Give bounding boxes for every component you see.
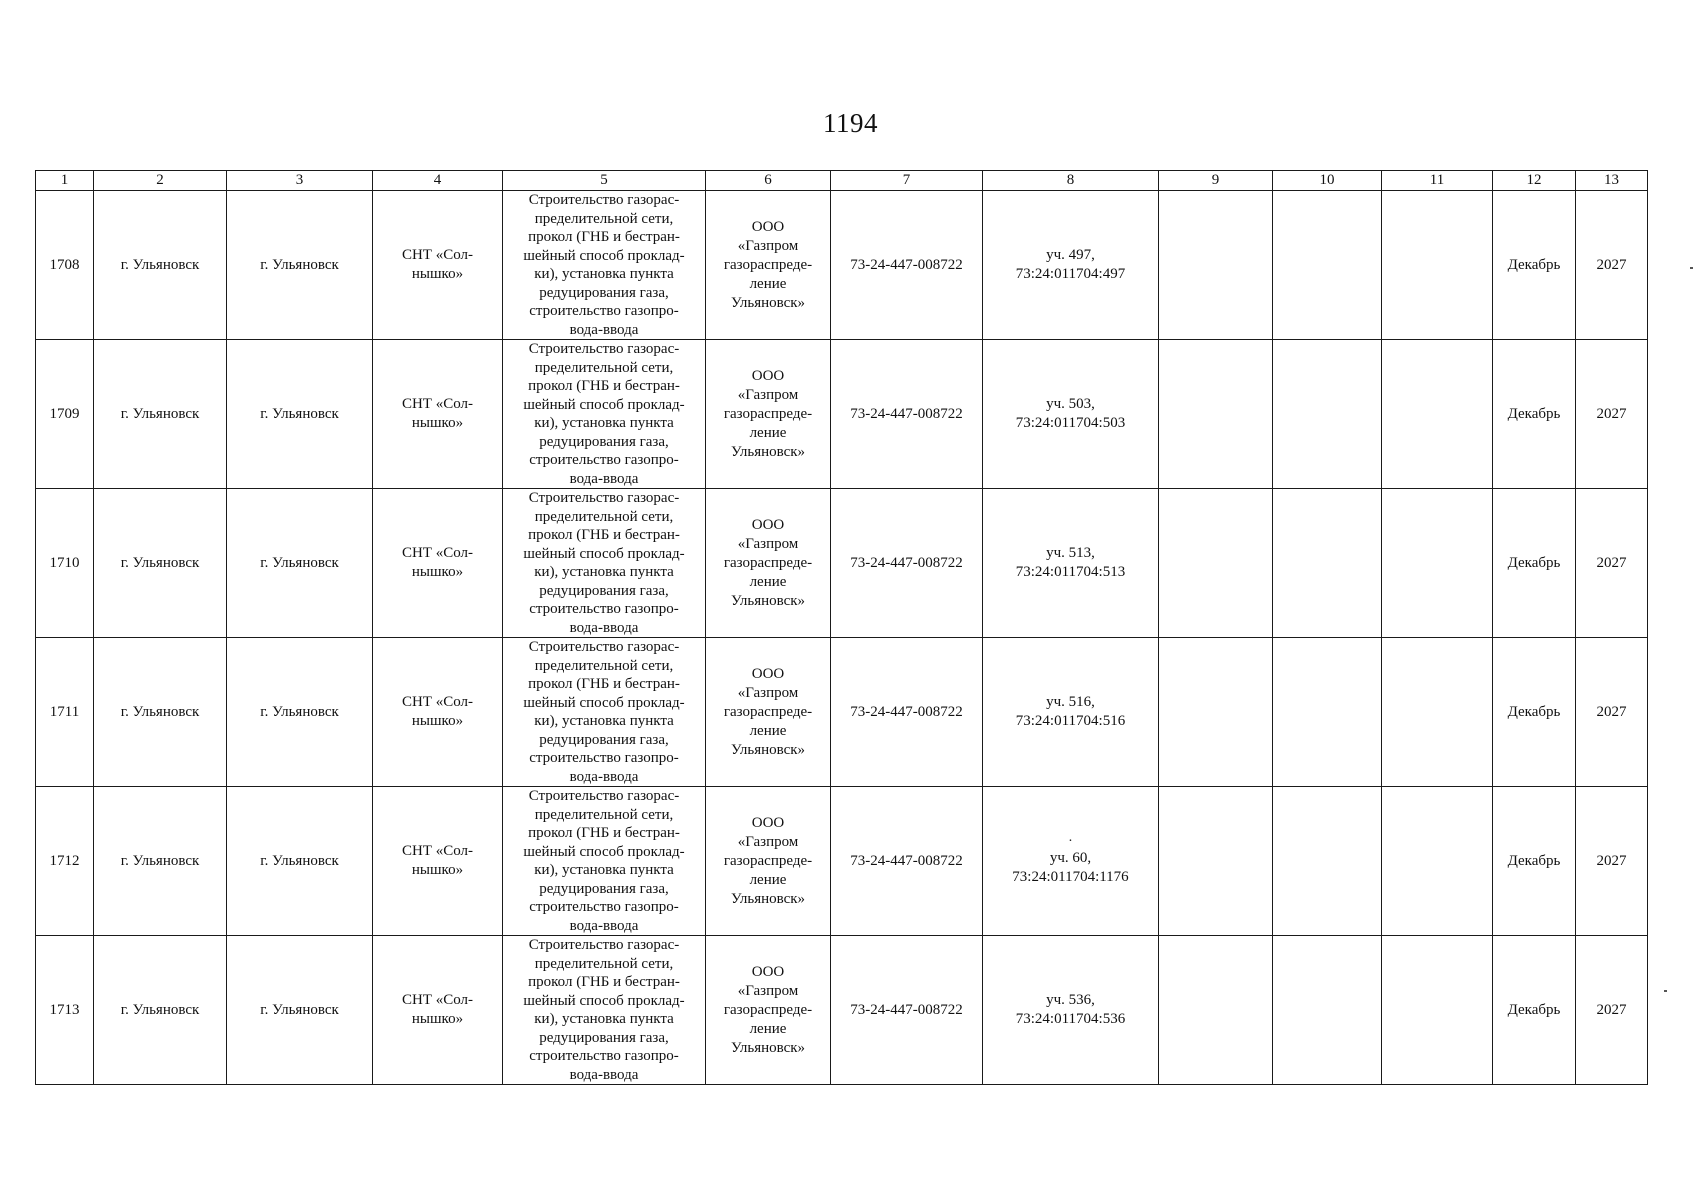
table-row — [36, 191, 1648, 340]
cell-col-10 — [1273, 191, 1382, 340]
text-line: вода-ввода — [569, 768, 639, 785]
text-line: шейный способ проклад- — [523, 843, 685, 860]
cell-number: 1708 — [36, 191, 94, 340]
text-line: нышко» — [411, 564, 464, 580]
text-line: ки), установка пункта — [534, 564, 674, 580]
cell-col-9 — [1159, 340, 1273, 489]
text-line: редуцирования газа, — [539, 880, 669, 897]
text-line: ООО — [751, 963, 785, 980]
text-line: уч. 516, — [1046, 694, 1095, 710]
text-line: ление — [749, 1020, 787, 1037]
cell-plot — [983, 489, 1159, 638]
cell-col-11 — [1382, 787, 1493, 936]
cell-col-10 — [1273, 340, 1382, 489]
cell-month: Декабрь — [1493, 936, 1576, 1085]
text-line: «Газпром — [737, 535, 799, 552]
text-line: вода-ввода — [569, 321, 639, 338]
text-line: Строительство газорас- — [528, 639, 680, 655]
text-line: прокол (ГНБ и бестран- — [528, 676, 680, 692]
page-number: 1194 — [823, 108, 878, 138]
text-line: нышко» — [411, 266, 464, 282]
cell-col-11 — [1382, 340, 1493, 489]
table-header — [36, 171, 1648, 191]
cell-snt — [373, 191, 503, 340]
text-line: ООО — [751, 367, 785, 384]
cell-work-description — [503, 489, 706, 638]
text-line: ление — [749, 275, 787, 292]
table-row — [36, 936, 1648, 1085]
header-col-4: 4 — [373, 171, 503, 191]
cell-organization — [706, 191, 831, 340]
table-row — [36, 489, 1648, 638]
cell-col-10 — [1273, 787, 1382, 936]
text-line: 73:24:011704:503 — [1015, 415, 1126, 431]
cell-col-9 — [1159, 787, 1273, 936]
cell-year: 2027 — [1576, 489, 1648, 638]
text-line: «Газпром — [737, 386, 799, 403]
text-line: ление — [749, 573, 787, 590]
cell-city: г. Ульяновск — [227, 638, 373, 787]
cell-organization — [706, 638, 831, 787]
text-line: уч. 536, — [1046, 992, 1095, 1008]
text-line: прокол (ГНБ и бестран- — [528, 378, 680, 394]
text-line: пределительной сети, — [534, 508, 674, 525]
text-line: газораспреде- — [723, 554, 813, 571]
text-line: редуцирования газа, — [539, 284, 669, 301]
cell-number: 1712 — [36, 787, 94, 936]
cell-number: 1711 — [36, 638, 94, 787]
text-line: 73:24:011704:516 — [1015, 713, 1126, 729]
header-col-8: 8 — [983, 171, 1159, 191]
cell-plot — [983, 638, 1159, 787]
text-line: Строительство газорас- — [528, 937, 680, 953]
cell-city: г. Ульяновск — [94, 340, 227, 489]
header-col-7: 7 — [831, 171, 983, 191]
text-line: нышко» — [411, 713, 464, 729]
text-line: 73:24:011704:536 — [1015, 1011, 1126, 1027]
text-line: «Газпром — [737, 237, 799, 254]
cell-code: 73-24-447-008722 — [831, 340, 983, 489]
scan-speck — [1664, 990, 1667, 992]
cell-organization — [706, 787, 831, 936]
text-line: Строительство газорас- — [528, 192, 680, 208]
cell-number: 1710 — [36, 489, 94, 638]
text-line: прокол (ГНБ и бестран- — [528, 229, 680, 245]
cell-month: Декабрь — [1493, 340, 1576, 489]
text-line: ки), установка пункта — [534, 266, 674, 282]
cell-city: г. Ульяновск — [227, 340, 373, 489]
cell-year: 2027 — [1576, 936, 1648, 1085]
cell-col-10 — [1273, 936, 1382, 1085]
text-line: «Газпром — [737, 833, 799, 850]
cell-col-10 — [1273, 638, 1382, 787]
cell-code: 73-24-447-008722 — [831, 191, 983, 340]
text-line: пределительной сети, — [534, 806, 674, 823]
table-body — [36, 191, 1648, 1085]
text-line: уч. 497, — [1046, 247, 1095, 263]
cell-city: г. Ульяновск — [94, 638, 227, 787]
scan-speck — [1690, 267, 1693, 269]
text-line: строительство газопро- — [529, 1048, 679, 1064]
cell-col-11 — [1382, 638, 1493, 787]
text-line: уч. 513, — [1046, 545, 1095, 561]
text-line: ление — [749, 424, 787, 441]
text-line: шейный способ проклад- — [523, 992, 685, 1009]
text-line: Строительство газорас- — [528, 490, 680, 506]
cell-col-9 — [1159, 936, 1273, 1085]
cell-plot — [983, 191, 1159, 340]
cell-year: 2027 — [1576, 340, 1648, 489]
header-col-2: 2 — [94, 171, 227, 191]
cell-city: г. Ульяновск — [94, 489, 227, 638]
text-line: прокол (ГНБ и бестран- — [528, 825, 680, 841]
text-line: 73:24:011704:513 — [1015, 564, 1126, 580]
cell-snt — [373, 340, 503, 489]
cell-work-description — [503, 936, 706, 1085]
text-line: шейный способ проклад- — [523, 396, 685, 413]
cell-month: Декабрь — [1493, 489, 1576, 638]
cell-year: 2027 — [1576, 787, 1648, 936]
cell-code: 73-24-447-008722 — [831, 936, 983, 1085]
cell-plot — [983, 936, 1159, 1085]
text-line: пределительной сети, — [534, 359, 674, 376]
text-line: редуцирования газа, — [539, 433, 669, 450]
cell-city: г. Ульяновск — [94, 191, 227, 340]
text-line: ООО — [751, 665, 785, 682]
cell-col-11 — [1382, 936, 1493, 1085]
text-line: ки), установка пункта — [534, 1011, 674, 1027]
header-col-3: 3 — [227, 171, 373, 191]
text-line: нышко» — [411, 862, 464, 878]
header-col-6: 6 — [706, 171, 831, 191]
header-col-12: 12 — [1493, 171, 1576, 191]
cell-city: г. Ульяновск — [227, 787, 373, 936]
cell-year: 2027 — [1576, 191, 1648, 340]
text-line: СНТ «Сол- — [401, 843, 474, 859]
text-line: СНТ «Сол- — [401, 992, 474, 1008]
cell-code: 73-24-447-008722 — [831, 638, 983, 787]
text-line: СНТ «Сол- — [401, 545, 474, 561]
header-col-9: 9 — [1159, 171, 1273, 191]
cell-city: г. Ульяновск — [227, 489, 373, 638]
text-line: ление — [749, 871, 787, 888]
text-line: «Газпром — [737, 982, 799, 999]
cell-work-description — [503, 340, 706, 489]
text-line: шейный способ проклад- — [523, 247, 685, 264]
cell-organization — [706, 936, 831, 1085]
text-line: газораспреде- — [723, 703, 813, 720]
header-col-11: 11 — [1382, 171, 1493, 191]
text-line: шейный способ проклад- — [523, 545, 685, 562]
text-line: Ульяновск» — [730, 890, 806, 907]
table-row — [36, 787, 1648, 936]
text-line: ООО — [751, 814, 785, 831]
text-line: нышко» — [411, 415, 464, 431]
cell-snt — [373, 787, 503, 936]
text-line: Ульяновск» — [730, 443, 806, 460]
cell-number: 1709 — [36, 340, 94, 489]
text-line: прокол (ГНБ и бестран- — [528, 527, 680, 543]
cell-city: г. Ульяновск — [227, 191, 373, 340]
text-line: 73:24:011704:1176 — [1012, 869, 1129, 885]
cell-col-10 — [1273, 489, 1382, 638]
cell-col-9 — [1159, 489, 1273, 638]
cell-work-description — [503, 638, 706, 787]
cell-col-9 — [1159, 191, 1273, 340]
table-row — [36, 340, 1648, 489]
text-line: Ульяновск» — [730, 592, 806, 609]
text-line: газораспреде- — [723, 852, 813, 869]
cell-plot — [983, 787, 1159, 936]
cell-col-11 — [1382, 489, 1493, 638]
text-line: СНТ «Сол- — [401, 247, 474, 263]
text-line: СНТ «Сол- — [401, 396, 474, 412]
header-col-10: 10 — [1273, 171, 1382, 191]
table-row — [36, 638, 1648, 787]
cell-city: г. Ульяновск — [94, 787, 227, 936]
text-line: 73:24:011704:497 — [1015, 266, 1126, 282]
text-line: Ульяновск» — [730, 741, 806, 758]
header-col-1: 1 — [36, 171, 94, 191]
cell-col-9 — [1159, 638, 1273, 787]
text-line: Ульяновск» — [730, 294, 806, 311]
cell-work-description — [503, 191, 706, 340]
text-line: уч. 503, — [1046, 396, 1095, 412]
text-line: строительство газопро- — [529, 899, 679, 915]
text-line: редуцирования газа, — [539, 1029, 669, 1046]
text-line: ки), установка пункта — [534, 713, 674, 729]
header-row — [36, 171, 1648, 191]
text-line: редуцирования газа, — [539, 731, 669, 748]
cell-col-11 — [1382, 191, 1493, 340]
text-line: СНТ «Сол- — [401, 694, 474, 710]
text-line: вода-ввода — [569, 470, 639, 487]
text-line: строительство газопро- — [529, 303, 679, 319]
cell-snt — [373, 936, 503, 1085]
text-line: ООО — [751, 516, 785, 533]
text-line: пределительной сети, — [534, 210, 674, 227]
cell-number: 1713 — [36, 936, 94, 1085]
text-line: вода-ввода — [569, 619, 639, 636]
cell-city: г. Ульяновск — [94, 936, 227, 1085]
cell-organization — [706, 489, 831, 638]
text-line: редуцирования газа, — [539, 582, 669, 599]
text-line: «Газпром — [737, 684, 799, 701]
text-line: Строительство газорас- — [528, 788, 680, 804]
cell-month: Декабрь — [1493, 787, 1576, 936]
cell-month: Декабрь — [1493, 638, 1576, 787]
register-table — [35, 170, 1648, 1085]
text-line: строительство газопро- — [529, 601, 679, 617]
cell-snt — [373, 638, 503, 787]
text-line: газораспреде- — [723, 256, 813, 273]
text-line: Ульяновск» — [730, 1039, 806, 1056]
text-line: газораспреде- — [723, 405, 813, 422]
text-line: ООО — [751, 218, 785, 235]
text-line: вода-ввода — [569, 917, 639, 934]
text-line: прокол (ГНБ и бестран- — [528, 974, 680, 990]
text-line: нышко» — [411, 1011, 464, 1027]
text-line: пределительной сети, — [534, 955, 674, 972]
text-line: вода-ввода — [569, 1066, 639, 1083]
scan-speck: · — [1068, 834, 1073, 849]
header-col-5: 5 — [503, 171, 706, 191]
cell-year: 2027 — [1576, 638, 1648, 787]
text-line: строительство газопро- — [529, 452, 679, 468]
text-line: ки), установка пункта — [534, 415, 674, 431]
cell-code: 73-24-447-008722 — [831, 787, 983, 936]
text-line: строительство газопро- — [529, 750, 679, 766]
cell-city: г. Ульяновск — [227, 936, 373, 1085]
cell-month: Декабрь — [1493, 191, 1576, 340]
cell-work-description — [503, 787, 706, 936]
text-line: пределительной сети, — [534, 657, 674, 674]
cell-organization — [706, 340, 831, 489]
text-line: ление — [749, 722, 787, 739]
cell-code: 73-24-447-008722 — [831, 489, 983, 638]
text-line: Строительство газорас- — [528, 341, 680, 357]
cell-plot — [983, 340, 1159, 489]
text-line: ки), установка пункта — [534, 862, 674, 878]
text-line: уч. 60, — [1049, 850, 1092, 866]
cell-snt — [373, 489, 503, 638]
text-line: газораспреде- — [723, 1001, 813, 1018]
text-line: шейный способ проклад- — [523, 694, 685, 711]
header-col-13: 13 — [1576, 171, 1648, 191]
